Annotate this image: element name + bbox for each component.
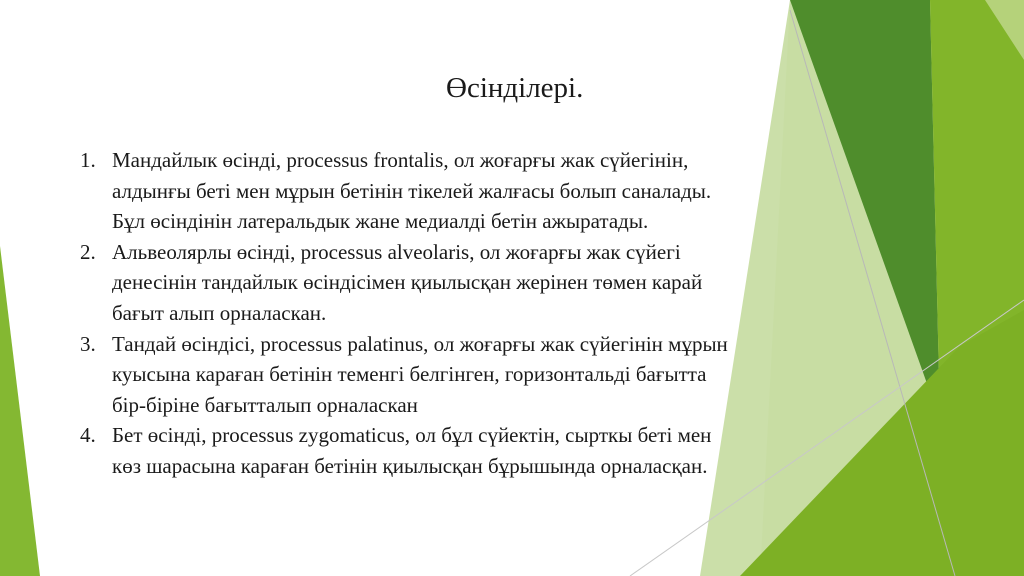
list-item (80, 145, 870, 237)
list-item (80, 237, 870, 329)
list-item-text: Тандай өсіндісі, processus palatinus, ол жоғарғы жак сүйегінін мұрын куысына караған бетінін теменгі белгінген, горизонтальді бағытта бір-біріне бағытталып орналаскан (112, 331, 728, 417)
list-item-text: Мандайлык өсінді, processus frontalis, ол жоғарғы жак сүйегінін, алдынғы беті мен мұрын бетінін тікелей жалғасы болып саналады. Бұл өсіндінін латеральдык жане медиалді бетін ажыратады. (112, 148, 712, 234)
list-item (80, 420, 870, 481)
list-item-text: Бет өсінді, processus zygomaticus, ол бұл сүйектін, сырткы беті мен көз шарасына караған бетінін қиылысқан бұрышында орналасқан. (112, 423, 712, 478)
list-item-number: 2. (80, 239, 96, 264)
list-item (80, 329, 870, 421)
slide-title: Өсінділері. (446, 72, 584, 104)
list-item-number: 3. (80, 331, 96, 356)
list-item-number: 4. (80, 423, 96, 448)
process-list (80, 145, 870, 482)
list-item-number: 1. (80, 148, 96, 172)
left-triangle-shape (0, 246, 40, 576)
list-item-text: Альвеолярлы өсінді, processus alveolaris, ол жоғарғы жак сүйегі денесінін тандайлык өсіндісімен қиылысқан жерінен төмен карай бағыт алып орналаскан. (112, 239, 703, 325)
